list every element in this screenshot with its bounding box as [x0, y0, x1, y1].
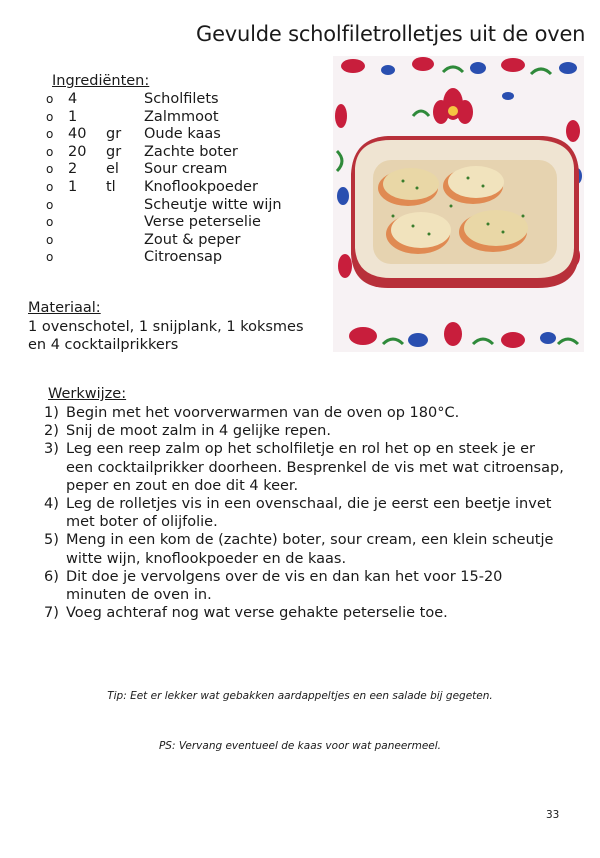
ingredient-qty: 40 — [68, 126, 87, 143]
step-text: Leg een reep zalm op het scholfiletje en rol het op en steek je er een cocktailprikker doorheen. Besprenkel de vis met wat citroensap, peper en zout en doe dit 4 keer. — [66, 441, 564, 494]
fish-roll — [448, 166, 504, 198]
materiaal-heading: Materiaal: — [28, 300, 101, 316]
step-item — [44, 440, 564, 495]
ingredient-qty: 4 — [68, 91, 78, 107]
ingredient-qty: 1 — [68, 108, 78, 125]
materiaal-line: en 4 cocktailprikkers — [28, 337, 179, 353]
ingredient-row — [46, 126, 336, 144]
ingredient-name: Knoflookpoeder — [144, 178, 258, 195]
fish-roll — [383, 168, 439, 200]
ingredient-row — [46, 179, 336, 197]
step-item — [44, 422, 564, 440]
ingredient-row — [46, 197, 336, 215]
ingredient-row — [46, 214, 336, 232]
ingredient-bullet: o — [46, 232, 54, 247]
step-item — [44, 404, 564, 422]
ingredient-unit: el — [106, 161, 119, 178]
ingredient-bullet: o — [46, 127, 54, 142]
ingredient-name: Scheutje witte wijn — [144, 196, 282, 213]
ingredient-bullet: o — [46, 92, 54, 106]
baking-dish — [351, 136, 579, 288]
ingredient-name: Citroensap — [144, 249, 223, 266]
ingredient-bullet: o — [46, 250, 54, 265]
ingredient-name: Sour cream — [144, 161, 228, 178]
step-number: 5) — [44, 532, 59, 549]
ingredient-row — [46, 91, 336, 109]
ingredient-unit: gr — [106, 126, 122, 143]
step-number: 7) — [44, 605, 59, 622]
step-text: Leg de rolletjes vis in een ovenschaal, die je eerst een beetje invet met boter of olijfolie. — [66, 496, 552, 531]
werkwijze-heading: Werkwijze: — [48, 386, 127, 402]
ingredient-name: Zout & peper — [144, 231, 241, 248]
ingredient-bullet: o — [46, 197, 54, 212]
materiaal-text — [28, 318, 328, 354]
ingredient-bullet: o — [46, 162, 54, 177]
ingredient-row — [46, 144, 336, 162]
ingredient-unit: gr — [106, 143, 122, 160]
step-number: 3) — [44, 441, 59, 458]
ingredient-bullet: o — [46, 109, 54, 124]
recipe-photo — [333, 56, 584, 352]
step-text: Begin met het voorverwarmen van de oven op 180°C. — [66, 405, 460, 421]
step-item — [44, 531, 564, 567]
step-item — [44, 604, 564, 622]
step-number: 4) — [44, 496, 59, 513]
step-text: Meng in een kom de (zachte) boter, sour cream, een klein scheutje witte wijn, knoflookpoeder en de kaas. — [66, 532, 554, 567]
step-text: Voeg achteraf nog wat verse gehakte peterselie toe. — [66, 605, 448, 622]
materiaal-line: 1 ovenschotel, 1 snijplank, 1 koksmes — [28, 319, 304, 335]
recipe-title: Gevulde scholfiletrolletjes uit de oven — [196, 22, 586, 46]
ingredient-qty: 1 — [68, 178, 78, 195]
ingredient-name: Oude kaas — [144, 126, 221, 143]
ingredient-name: Verse peterselie — [144, 214, 261, 231]
step-number: 2) — [44, 423, 59, 440]
fish-roll — [391, 212, 451, 248]
page-number: 33 — [546, 809, 560, 821]
fish-roll — [464, 210, 528, 246]
ingredient-row — [46, 232, 336, 250]
step-text: Dit doe je vervolgens over de vis en dan kan het voor 15-20 minuten de oven in. — [66, 568, 503, 604]
ingredient-qty: 20 — [68, 143, 87, 160]
ingredients-heading: Ingrediënten: — [52, 73, 150, 89]
ingredients-list — [46, 91, 336, 267]
step-text: Snij de moot zalm in 4 gelijke repen. — [66, 423, 331, 440]
step-item — [44, 568, 564, 604]
ingredient-name: Zachte boter — [144, 143, 238, 160]
ingredient-row — [46, 161, 336, 179]
step-number: 1) — [44, 405, 59, 421]
ps-text: PS: Vervang eventueel de kaas voor wat paneermeel. — [158, 740, 442, 752]
ingredient-bullet: o — [46, 215, 54, 230]
ingredient-bullet: o — [46, 179, 54, 194]
tip-text: Tip: Eet er lekker wat gebakken aardappeltjes en een salade bij gegeten. — [107, 690, 493, 702]
step-item — [44, 495, 564, 531]
step-number: 6) — [44, 568, 59, 585]
werkwijze-steps — [44, 404, 564, 622]
ingredient-name: Zalmmoot — [144, 108, 219, 125]
ingredient-qty: 2 — [68, 161, 78, 178]
ingredient-row — [46, 249, 336, 267]
ingredient-bullet: o — [46, 144, 54, 159]
ingredient-row — [46, 109, 336, 127]
ingredient-unit: tl — [106, 178, 116, 195]
ingredient-name: Scholfilets — [144, 91, 219, 107]
